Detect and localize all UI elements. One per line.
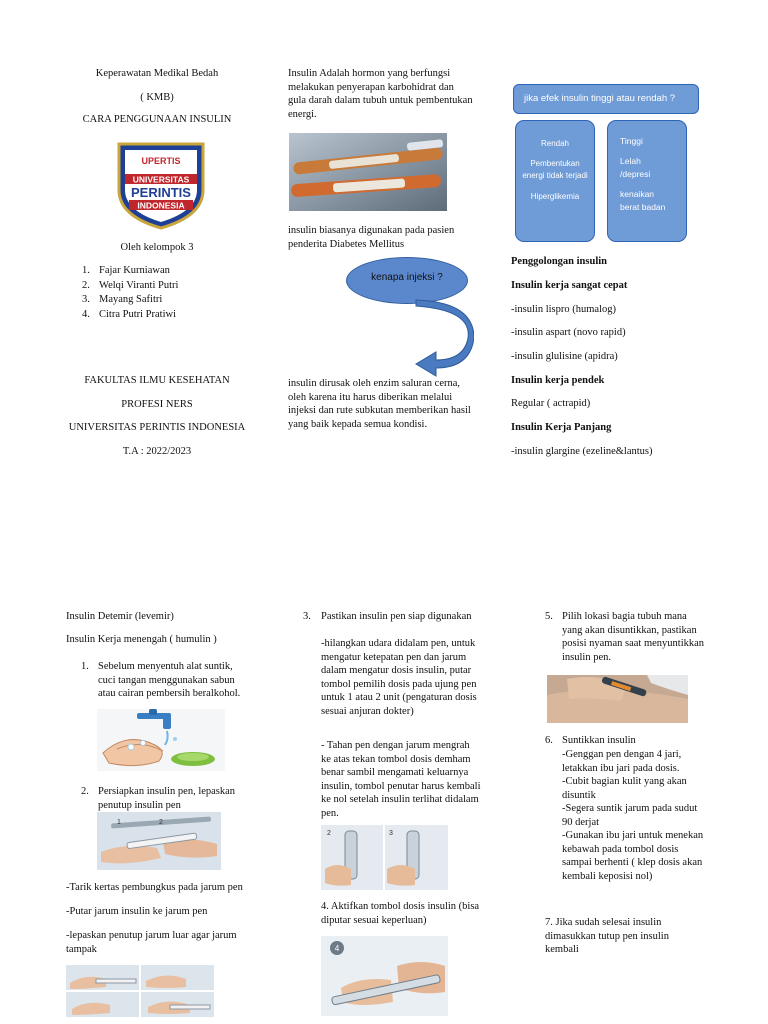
program-name: PROFESI NERS [121,399,193,410]
faculty-name: FAKULTAS ILMU KESEHATAN [84,375,230,386]
step-6-line: -Segera suntik jarum pada sudut 90 derjat [562,803,698,828]
curved-arrow-icon [410,298,474,378]
logo-mark-text: UPERTIS [141,156,181,166]
insulin-pens-image [289,133,447,211]
member-item: 4. Citra Putri Pratiwi [82,308,176,320]
injection-site-image [547,675,688,723]
high-effect-line: Lelah [620,156,641,166]
step-2-note: -lepaskan penutup jarum luar agar jarum tampak [66,930,237,955]
effects-header-box [513,84,699,114]
step-7: 7. Jika sudah selesai insulin dimasukkan tutup pen insulin kembali [545,917,669,955]
medium-acting-label: Insulin Kerja menengah ( humulin ) [66,634,217,645]
high-effect-line: berat badan [620,202,666,212]
question-bubble [346,257,468,304]
low-effect-desc: Pembentukan energi tidak terjadi [522,159,588,180]
fast-acting-title: Insulin kerja sangat cepat [511,280,628,291]
figure-number: 2 [327,830,331,837]
figure-number: 3 [389,830,393,837]
short-acting-item: Regular ( actrapid) [511,398,591,409]
figure-number: 2 [159,819,163,826]
needle-attach-image [66,965,214,1017]
high-effect-line: /depresi [620,169,651,179]
step-3: 3. Pastikan insulin pen siap digunakan [303,611,472,622]
high-effect-line: kenaikan [620,189,655,199]
long-acting-item: -insulin glargine (ezeline&lantus) [511,446,653,457]
low-effect-title: Rendah [540,139,570,148]
injection-reason-text: insulin dirusak oleh enzim saluran cerna, oleh karena itu harus diberikan melalui injeksi dan rute subkutan memberikan hasil yang baik kepada semua kondisi. [288,378,471,430]
course-name: Keperawatan Medikal Bedah [95,68,219,79]
high-effect-title: Tinggi [620,136,643,146]
effects-header-text: jika efek insulin tinggi atau rendah ? [524,93,676,104]
fast-acting-item: -insulin glulisine (apidra) [511,351,618,362]
step-6-line: -Gunakan ibu jari untuk menekan kebawah pada tombol dosis sampai berhenti ( klep dosis akan kembali keposisi nol) [562,830,704,882]
step-2-note: -Putar jarum insulin ke jarum pen [66,906,208,917]
classification-title: Penggolongan insulin [511,256,607,267]
step-3-detail-a: -hilangkan udara didalam pen, untuk mengatur ketepatan pen dan jarum dalam mengatur dosis insulin, putar tombol pemilih dosis pada ujung pen untuk 1 atau 2 unit (pengaturan dosis sesuai anjuran dokter) [321,638,477,717]
step-4: 4. Aktifkan tombol dosis insulin (bisa diputar sesuai keperluan) [321,901,480,926]
fast-acting-item: -insulin aspart (novo rapid) [511,327,626,338]
pen-preparation-image [97,812,221,870]
short-acting-title: Insulin kerja pendek [511,375,605,386]
university-logo [113,138,209,230]
high-effect-box [607,120,687,242]
member-item: 2. Welqi Viranti Putri [82,279,179,291]
fast-acting-item: -insulin lispro (humalog) [511,304,616,315]
logo-word-indonesia: INDONESIA [137,200,185,211]
step-6-line: -Cubit bagian kulit yang akan disuntik [562,776,687,801]
page-title: CARA PENGGUNAAN INSULIN [82,114,232,125]
figure-number: 4 [334,944,340,953]
step-3-detail-b: - Tahan pen dengan jarum mengrah ke atas tekan tombol dosis demham benar sambil mengamati keluarnya insulin, tombol penutar harus kembali ke nol setelah insulin terlihat didalam pen. [321,740,481,819]
figure-number: 1 [117,819,121,826]
detemir-label: Insulin Detemir (levemir) [66,611,174,622]
member-list [82,264,262,322]
low-effect-box [515,120,595,242]
step-6-details [562,748,708,883]
step-6: 6. Suntikkan insulin [545,735,636,746]
member-item: 1. Fajar Kurniawan [82,265,170,276]
step-2-note: -Tarik kertas pembungkus pada jarum pen [66,882,243,893]
step-6-line: -Genggan pen dengan 4 jari, letakkan ibu jari pada dosis. [562,749,682,774]
step-2: 2. Persiapkan insulin pen, lepaskan penutup insulin pen [81,786,236,811]
insulin-usage-text: insulin biasanya digunakan pada pasien penderita Diabetes Mellitus [288,225,455,250]
logo-word-universitas: UNIVERSITAS [132,174,190,185]
long-acting-title: Insulin Kerja Panjang [511,422,612,433]
insulin-definition: Insulin Adalah hormon yang berfungsi melakukan penyerapan karbohidrat dan gula darah dalam tubuh untuk pembentukan energi. [288,68,473,120]
pen-priming-image [321,825,448,890]
low-effect-term: Hiperglikemia [530,192,580,201]
course-abbr: ( KMB) [140,92,174,103]
step-1: 1. Sebelum menyentuh alat suntik, cuci tangan menggunakan sabun atau cairan pembersih beralkohol. [81,661,241,699]
dose-dial-image [321,936,448,1016]
hand-washing-image [97,709,225,771]
academic-year: T.A : 2022/2023 [122,446,192,457]
step-5: 5. Pilih lokasi bagia tubuh mana yang akan disuntikkan, pastikan posisi nyaman saat menyuntikkan insulin pen. [545,611,705,663]
group-label: Oleh kelompok 3 [120,242,194,253]
university-name: UNIVERSITAS PERINTIS INDONESIA [68,422,246,433]
logo-word-perintis: PERINTIS [131,185,191,200]
question-text: kenapa injeksi ? [371,272,443,283]
member-item: 3. Mayang Safitri [82,294,163,305]
